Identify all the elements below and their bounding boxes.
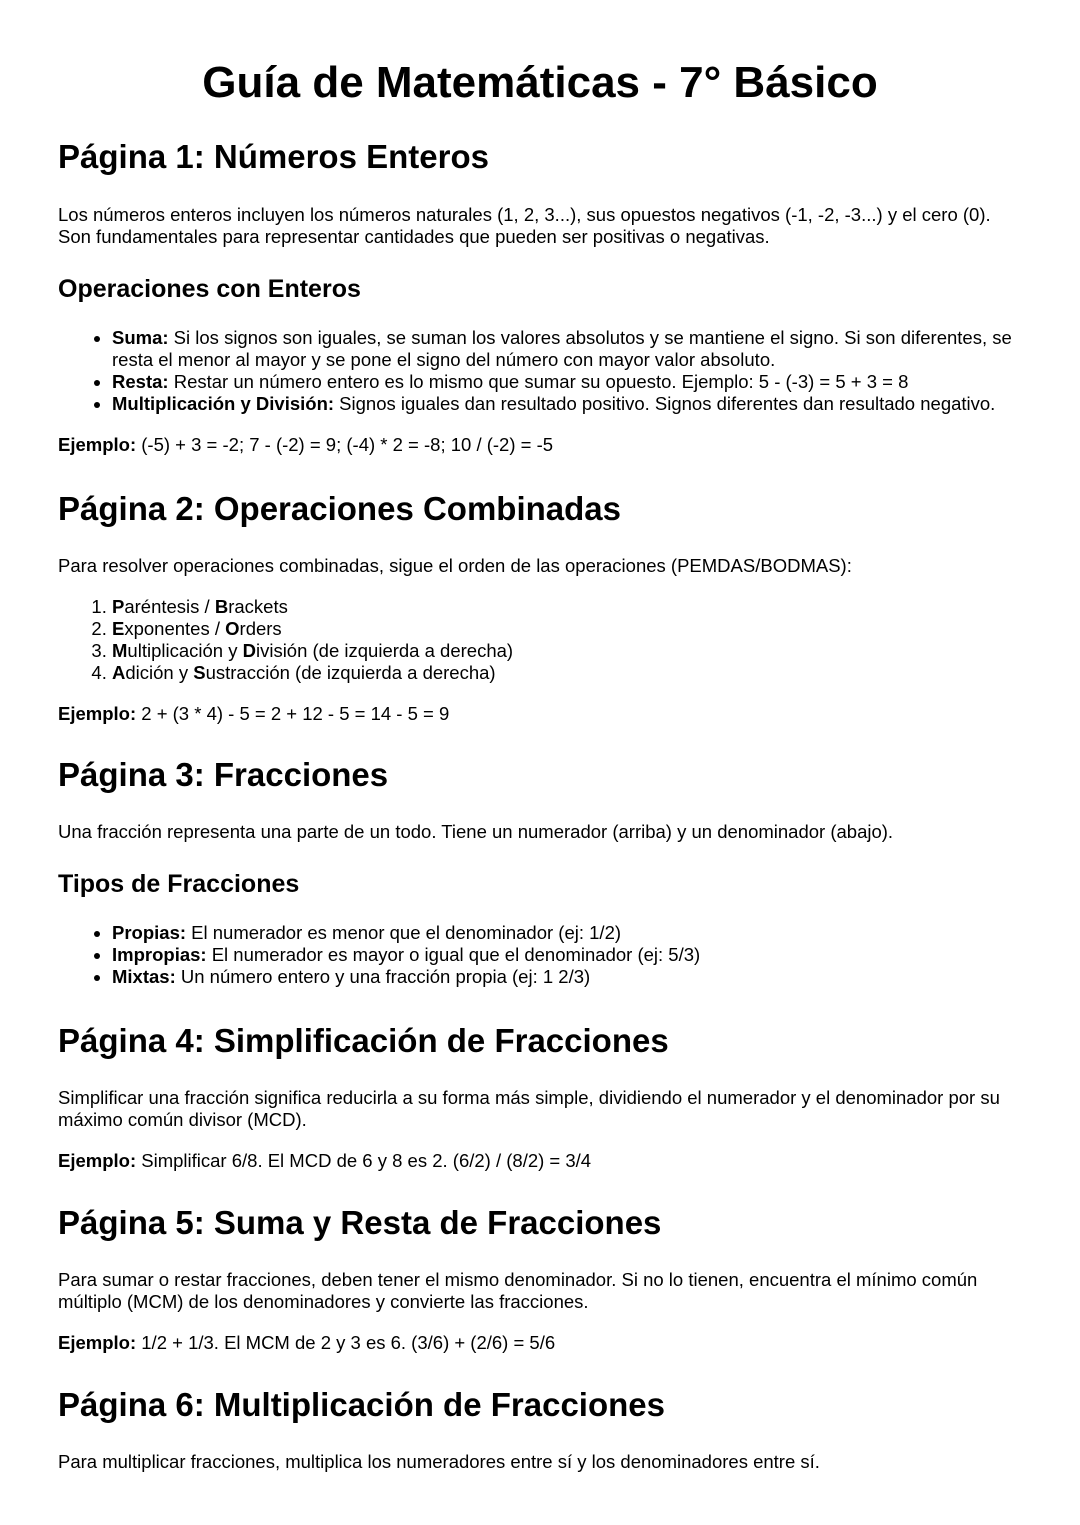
document-title: Guía de Matemáticas - 7° Básico [202, 58, 878, 107]
term: Propias: [112, 922, 187, 943]
example-label: Ejemplo: [58, 1332, 137, 1353]
order-of-operations-list [58, 596, 1022, 684]
list-item: • Resta: Restar un número entero es lo mismo que sumar su opuesto. Ejemplo: 5 - (-3) = 5 + 3 = 8 [112, 371, 1022, 393]
list-item: • Impropias: El numerador es mayor o igual que el denominador (ej: 5/3) [112, 944, 1022, 966]
list-item: 4. Adición y Sustracción (de izquierda a derecha) [112, 662, 1022, 684]
section-fracciones [58, 755, 1022, 988]
section-intro: Para multiplicar fracciones, multiplica los numeradores entre sí y los denominadores entre sí. [58, 1451, 820, 1472]
subsection-heading: Tipos de Fracciones [58, 870, 300, 898]
section-heading: Página 5: Suma y Resta de Fracciones [58, 1204, 662, 1241]
section-heading: Página 4: Simplificación de Fracciones [58, 1022, 669, 1059]
term: Multiplicación y División: [112, 393, 335, 414]
section-operaciones-combinadas [58, 489, 1022, 725]
section-heading: Página 3: Fracciones [58, 756, 389, 793]
list-item: 3. Multiplicación y División (de izquierda a derecha) [112, 640, 1022, 662]
section-intro: Simplificar una fracción significa reducirla a su forma más simple, dividiendo el numerador y el denominador por su máximo común divisor (MCD). [58, 1087, 1000, 1130]
list-item: 1. Paréntesis / Brackets [112, 596, 1022, 618]
section-intro: Los números enteros incluyen los números naturales (1, 2, 3...), sus opuestos negativos (-1, -2, -3...) y el cero (0). Son fundamentales para representar cantidades que pueden ser positivas o negativas. [58, 204, 991, 247]
section-multiplicacion-fracciones [58, 1385, 1022, 1473]
operations-list [58, 327, 1022, 415]
term: Impropias: [112, 944, 207, 965]
section-intro: Para resolver operaciones combinadas, sigue el orden de las operaciones (PEMDAS/BODMAS): [58, 555, 852, 576]
list-item: • Multiplicación y División: Signos iguales dan resultado positivo. Signos diferentes dan resultado negativo. [112, 393, 1022, 415]
list-item: 2. Exponentes / Orders [112, 618, 1022, 640]
example-label: Ejemplo: [58, 1150, 137, 1171]
section-numeros-enteros [58, 137, 1022, 456]
example-line: Ejemplo: (-5) + 3 = -2; 7 - (-2) = 9; (-4) * 2 = -8; 10 / (-2) = -5 [58, 434, 554, 455]
section-suma-resta-fracciones [58, 1203, 1022, 1354]
section-intro: Una fracción representa una parte de un todo. Tiene un numerador (arriba) y un denominador (abajo). [58, 821, 894, 842]
section-heading: Página 1: Números Enteros [58, 138, 489, 175]
example-line: Ejemplo: Simplificar 6/8. El MCD de 6 y 8 es 2. (6/2) / (8/2) = 3/4 [58, 1150, 592, 1171]
section-heading: Página 6: Multiplicación de Fracciones [58, 1386, 665, 1423]
example-label: Ejemplo: [58, 703, 137, 724]
example-line: Ejemplo: 2 + (3 * 4) - 5 = 2 + 12 - 5 = 14 - 5 = 9 [58, 703, 450, 724]
example-line: Ejemplo: 1/2 + 1/3. El MCM de 2 y 3 es 6. (3/6) + (2/6) = 5/6 [58, 1332, 556, 1353]
term: Resta: [112, 371, 169, 392]
list-item: • Mixtas: Un número entero y una fracción propia (ej: 1 2/3) [112, 966, 1022, 988]
section-simplificacion [58, 1021, 1022, 1172]
list-item: • Propias: El numerador es menor que el denominador (ej: 1/2) [112, 922, 1022, 944]
list-item: • Suma: Si los signos son iguales, se suman los valores absolutos y se mantiene el signo. Si son diferentes, se resta el menor al mayor y se pone el signo del número con mayor valor absoluto. [112, 327, 1022, 371]
subsection-heading: Operaciones con Enteros [58, 275, 361, 303]
section-heading: Página 2: Operaciones Combinadas [58, 490, 621, 527]
term: Suma: [112, 327, 169, 348]
example-label: Ejemplo: [58, 434, 137, 455]
fraction-types-list [58, 922, 1022, 988]
section-intro: Para sumar o restar fracciones, deben tener el mismo denominador. Si no lo tienen, encuentra el mínimo común múltiplo (MCM) de los denominadores y convierte las fracciones. [58, 1269, 978, 1312]
term: Mixtas: [112, 966, 176, 987]
